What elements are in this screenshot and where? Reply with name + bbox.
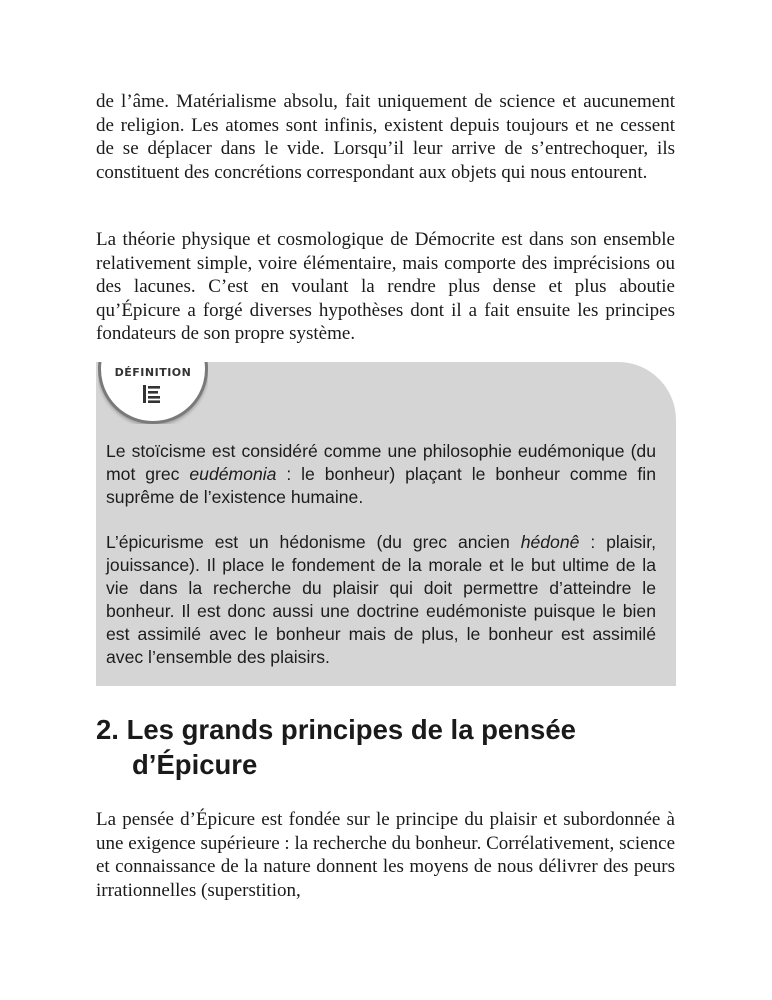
definition-epicureanism: L’épicurisme est un hédonisme (du grec ancien hédonê : plaisir, jouissance). Il place le fondement de la morale et le but ultime de la vie dans la recherche du plaisir qui doit permettre d’atteindre le bonheur. Il est donc aussi une doctrine eudémoniste puisque le bien est assimilé avec le bonheur mais de plus, le bonheur est assimilé avec l’ensemble des plaisirs.: [106, 532, 656, 667]
body-paragraph-atoms: de l’âme. Matérialisme absolu, fait uniquement de science et aucunement de religion. Les atomes sont infinis, existent depuis toujours et ne cessent de se déplacer dans le vide. Lorsqu’il leur arrive de s’entrechoquer, ils constituent des concrétions correspondant aux objets qui nous entourent.: [96, 91, 675, 183]
section-heading-line1: 2. Les grands principes de la pensée: [96, 714, 576, 745]
section-heading-line2: d’Épicure: [132, 749, 258, 780]
definition-list-icon: [142, 384, 162, 404]
term-hedone: hédonê: [520, 532, 580, 552]
definition-label: DÉFINITION: [114, 366, 192, 379]
definition-badge: [98, 362, 208, 424]
body-paragraph-democritus: La théorie physique et cosmologique de Démocrite est dans son ensemble relativement simple, voire élémentaire, mais comporte des imprécisions ou des lacunes. C’est en voulant la rendre plus dense et plus aboutie qu’Épicure a forgé diverses hypothèses dont il a fait ensuite les principes fondateurs de son propre système.: [96, 229, 675, 344]
definition-stoicism: Le stoïcisme est considéré comme une philosophie eudémonique (du mot grec eudémonia : le bonheur) plaçant le bonheur comme fin suprême de l’existence humaine.: [106, 441, 656, 507]
body-paragraph-epicurus-thought: La pensée d’Épicure est fondée sur le principe du plaisir et subordonnée à une exigence supérieure : la recherche du bonheur. Corrélativement, science et connaissance de la nature donnent les moyens de nous délivrer des peurs irrationnelles (superstition,: [96, 809, 675, 901]
section-heading: [96, 712, 656, 782]
term-eudemonia: eudémonia: [189, 464, 277, 484]
